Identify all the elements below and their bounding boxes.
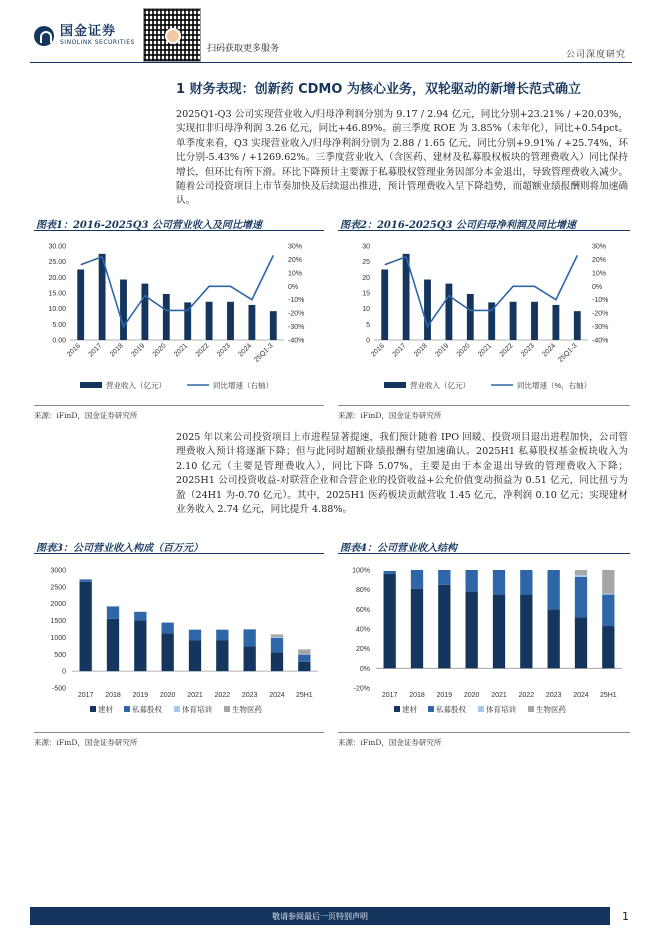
figure-2-source-rule	[338, 405, 630, 406]
bar-2024-私募股权	[271, 638, 283, 652]
bar-2023-私募股权	[548, 570, 560, 609]
y-right-tick-6: 20%	[592, 256, 607, 264]
bar-2022-私募股权	[520, 570, 532, 595]
y-left-tick-2: 10	[362, 306, 370, 314]
bar-2024-生物医药	[575, 570, 587, 575]
y-tick-0: -500	[51, 685, 66, 693]
y-tick-2: 500	[54, 651, 66, 659]
bar-25H1-体育培训	[602, 594, 614, 595]
y-right-tick-3: -10%	[592, 297, 609, 305]
x-tick-2018: 2018	[409, 692, 425, 699]
bar-2016	[381, 270, 388, 341]
x-tick-2022: 2022	[518, 692, 535, 699]
figure-1-rule	[34, 230, 324, 231]
bar-2024-私募股权	[575, 577, 587, 617]
growth-line	[385, 255, 578, 326]
footer-bar	[30, 907, 610, 925]
x-tick-25Q1-3: 25Q1-3	[557, 342, 579, 364]
bar-2019-私募股权	[134, 612, 146, 621]
figure-4-title: 图表4：公司营业收入结构	[340, 543, 457, 554]
figure-2-title: 图表2：2016-2025Q3 公司归母净利润及同比增速	[340, 220, 576, 231]
figure-4-source: 来源：iFinD，国金证券研究所	[338, 738, 442, 747]
chart-1-svg	[32, 236, 326, 396]
y-tick-4: 1500	[50, 618, 66, 626]
x-tick-2016: 2016	[66, 342, 83, 359]
x-tick-2023: 2023	[545, 692, 562, 699]
logo-name-cn: 国金证券	[60, 24, 117, 39]
report-type: 公司深度研究	[565, 50, 626, 60]
legend-bar-swatch	[384, 382, 406, 388]
y-left-tick-6: 30	[362, 243, 370, 251]
x-tick-2023: 2023	[519, 342, 536, 359]
legend-label-3: 生物医药	[232, 705, 262, 714]
bar-2020	[467, 294, 474, 340]
bar-2024-体育培训	[575, 575, 587, 577]
bar-2019-建材	[438, 585, 450, 669]
bar-2024-建材	[575, 617, 587, 668]
x-tick-2017: 2017	[87, 342, 104, 359]
logo-icon	[34, 26, 54, 46]
figure-2-source: 来源：iFinD，国金证券研究所	[338, 411, 442, 420]
y-tick-4: 60%	[355, 606, 370, 614]
bar-2022	[510, 302, 517, 340]
y-tick-1: 0%	[359, 665, 370, 673]
bar-2020	[163, 294, 170, 340]
legend-label-0: 建材	[402, 705, 417, 714]
x-tick-2021: 2021	[187, 692, 203, 699]
x-tick-2020: 2020	[455, 342, 472, 359]
x-tick-2023: 2023	[241, 692, 258, 699]
figure-2-chart	[336, 236, 630, 396]
bar-2018	[424, 280, 431, 340]
x-tick-2020: 2020	[151, 342, 168, 359]
bar-2020-建材	[162, 633, 174, 671]
y-tick-7: 3000	[50, 567, 66, 575]
figure-3-rule	[34, 553, 324, 554]
x-tick-2023: 2023	[215, 342, 232, 359]
y-left-tick-4: 20	[362, 274, 370, 282]
bar-2024-生物医药	[271, 634, 283, 637]
figure-1-chart	[32, 236, 326, 396]
bar-2017-私募股权	[80, 579, 92, 581]
bar-2020-私募股权	[162, 623, 174, 634]
bar-2017-私募股权	[384, 571, 396, 574]
y-right-tick-7: 30%	[288, 243, 303, 251]
legend-label-1: 私募股权	[436, 705, 466, 714]
figure-3-source: 来源：iFinD，国金证券研究所	[34, 738, 138, 747]
bar-25H1-生物医药	[298, 649, 310, 654]
bar-2021-私募股权	[189, 630, 201, 640]
y-right-tick-4: 0%	[288, 283, 299, 291]
bar-2023	[531, 302, 538, 340]
y-left-tick-4: 20.00	[48, 274, 66, 282]
y-right-tick-5: 10%	[288, 270, 303, 278]
x-tick-2018: 2018	[412, 342, 429, 359]
x-tick-2018: 2018	[105, 692, 121, 699]
x-tick-25Q1-3: 25Q1-3	[253, 342, 275, 364]
y-left-tick-1: 5.00	[52, 321, 66, 329]
y-tick-1: 0	[62, 668, 66, 676]
company-logo	[34, 24, 135, 47]
figure-1-source: 来源：iFinD，国金证券研究所	[34, 411, 138, 420]
bar-2021-建材	[493, 595, 505, 669]
y-right-tick-7: 30%	[592, 243, 607, 251]
y-left-tick-2: 10.00	[48, 306, 66, 314]
bar-2018-建材	[107, 619, 119, 671]
legend-bar-label: 营业收入（亿元）	[106, 381, 166, 390]
y-tick-3: 1000	[50, 634, 66, 642]
bar-2024-体育培训	[271, 637, 283, 638]
section-title: 1 财务表现：创新药 CDMO 为核心业务，双轮驱动的新增长范式确立	[176, 82, 581, 97]
paragraph-2: 2025 年以来公司投资项目上市进程显著提速，我们预计随着 IPO 回暖、投资项目退出进程加快，公司管理费收入预计将逐渐下降；但与此同时超额业绩报酬有望加速确认。2025H1 私募股权基金板块收入为 2.10 亿元（主要是管理费收入），同比下降 5.07%，主要是由于本金退出导致的管理费收入下降；2025H1 公司投资收益-对联营企业和合营企业的投资收益+公允价值变动损益为 0.51 亿元，同比扭亏为盈（24H1 为-0.70 亿元）。其中，2025H1 医药板块贡献营收 1.45 亿元，净利润 0.10 亿元；实现建材业务收入 2.74 亿元，同比提升 4.88%。	[176, 432, 628, 516]
x-tick-2019: 2019	[434, 342, 451, 359]
figure-3-chart	[32, 560, 326, 720]
x-tick-2022: 2022	[498, 342, 515, 359]
bar-2023	[227, 302, 234, 340]
legend-label-2: 体育培训	[182, 705, 212, 714]
y-right-tick-1: -30%	[592, 324, 609, 332]
bar-25H1-生物医药	[602, 570, 614, 594]
bar-25Q1-3	[574, 311, 581, 340]
bar-2019-建材	[134, 621, 146, 672]
y-left-tick-1: 5	[366, 321, 370, 329]
figure-2-rule	[338, 230, 630, 231]
bar-2024	[248, 305, 255, 340]
legend-swatch-1	[124, 706, 130, 712]
y-left-tick-0: 0	[366, 337, 370, 345]
legend-swatch-1	[428, 706, 434, 712]
bar-2024	[552, 305, 559, 340]
y-right-tick-1: -30%	[288, 324, 305, 332]
bar-2017-建材	[384, 574, 396, 668]
header-divider	[30, 62, 632, 63]
chart-2-svg	[336, 236, 630, 396]
y-tick-5: 80%	[355, 587, 370, 595]
bar-2016	[77, 270, 84, 341]
figure-1-title: 图表1：2016-2025Q3 公司营业收入及同比增速	[36, 220, 262, 231]
qr-caption: 扫码获取更多服务	[207, 44, 280, 54]
x-tick-2017: 2017	[381, 692, 398, 699]
x-tick-2024: 2024	[573, 692, 589, 699]
bar-2019	[445, 284, 452, 340]
bar-2021-私募股权	[493, 570, 505, 595]
bar-2019	[141, 284, 148, 340]
bar-2022-建材	[520, 595, 532, 669]
x-tick-2017: 2017	[391, 342, 408, 359]
y-left-tick-5: 25.00	[48, 259, 66, 267]
x-tick-2020: 2020	[463, 692, 480, 699]
figure-4-source-rule	[338, 732, 630, 733]
y-left-tick-3: 15.00	[48, 290, 66, 298]
legend-line-label: 同比增速（%，右轴）	[517, 381, 592, 390]
chart-3-svg	[32, 560, 326, 720]
bar-2023-私募股权	[244, 629, 256, 646]
x-tick-2021: 2021	[477, 342, 494, 359]
x-tick-2022: 2022	[194, 342, 211, 359]
y-tick-2: 20%	[355, 646, 370, 654]
y-left-tick-0: 0.00	[52, 337, 66, 345]
y-tick-5: 2000	[50, 601, 66, 609]
figure-3-title: 图表3：公司营业收入构成（百万元）	[36, 543, 203, 554]
y-right-tick-6: 20%	[288, 256, 303, 264]
x-tick-2021: 2021	[173, 342, 190, 359]
page-number: 1	[622, 910, 629, 923]
y-tick-3: 40%	[355, 626, 370, 634]
bar-2019-私募股权	[438, 570, 450, 585]
paragraph-1: 2025Q1-Q3 公司实现营业收入/归母净利润分别为 9.17 / 2.94 亿元，同比分别+23.21% / +20.03%，实现扣非归母净利润 3.26 亿元，同比+46.89%。前三季度 ROE 为 3.85%（未年化），同比+0.54pct。单季度来看，Q3 实现营业收入/归母净利润分别为 2.88 / 1.65 亿元，同比分别+9.91% / +25.74%，环比分别-5.43% / +1269.62%。三季度营业收入（含医药、建材及私募股权板块的管理费收入）同比保持增长，但环比有所下滑。环比下降预计主要源于私募股权管理业务因部分本金退出，导致管理费收入减少。随着公司投资项目上市节奏加快及后续退出推进，预计管理费收入呈下降趋势，而超额业绩报酬则将加速确认。	[176, 109, 628, 207]
y-right-tick-4: 0%	[592, 283, 603, 291]
x-tick-25H1: 25H1	[295, 692, 313, 699]
y-right-tick-0: -40%	[288, 337, 305, 345]
bar-2021-建材	[189, 640, 201, 671]
legend-label-2: 体育培训	[486, 705, 516, 714]
bar-2020-建材	[466, 592, 478, 669]
bar-2018-建材	[411, 589, 423, 669]
bar-2024-建材	[271, 652, 283, 671]
bar-25H1-私募股权	[602, 595, 614, 626]
y-right-tick-0: -40%	[592, 337, 609, 345]
x-tick-2019: 2019	[132, 692, 149, 699]
y-right-tick-2: -20%	[592, 310, 609, 318]
bar-2017-建材	[80, 582, 92, 671]
x-tick-2020: 2020	[159, 692, 176, 699]
legend-swatch-3	[224, 706, 230, 712]
x-tick-2022: 2022	[214, 692, 231, 699]
x-tick-2019: 2019	[436, 692, 453, 699]
legend-label-3: 生物医药	[536, 705, 566, 714]
legend-swatch-0	[90, 706, 96, 712]
figure-1-source-rule	[34, 405, 324, 406]
x-tick-2024: 2024	[237, 342, 254, 359]
x-tick-2018: 2018	[108, 342, 125, 359]
bar-2023-建材	[548, 609, 560, 668]
legend-swatch-0	[394, 706, 400, 712]
y-right-tick-2: -20%	[288, 310, 305, 318]
legend-bar-swatch	[80, 382, 102, 388]
bar-2018-私募股权	[107, 606, 119, 618]
figure-3-source-rule	[34, 732, 324, 733]
y-left-tick-6: 30.00	[48, 243, 66, 251]
x-tick-2016: 2016	[370, 342, 387, 359]
footer-disclaimer[interactable]: 敬请参阅最后一页特别声明	[272, 912, 368, 921]
bar-25Q1-3	[270, 311, 277, 340]
legend-swatch-3	[528, 706, 534, 712]
legend-line-label: 同比增速（右轴）	[213, 381, 273, 390]
chart-4-svg	[336, 560, 630, 720]
y-tick-0: -20%	[353, 685, 370, 693]
bar-2020-私募股权	[466, 570, 478, 592]
bar-2022-私募股权	[216, 630, 228, 640]
x-tick-2024: 2024	[541, 342, 558, 359]
legend-label-0: 建材	[98, 705, 113, 714]
y-tick-6: 100%	[352, 567, 370, 575]
x-tick-2019: 2019	[130, 342, 147, 359]
x-tick-2017: 2017	[77, 692, 94, 699]
logo-name-en: SINOLINK SECURITIES	[60, 39, 135, 46]
figure-4-rule	[338, 553, 630, 554]
x-tick-2024: 2024	[269, 692, 285, 699]
bar-25H1-建材	[298, 662, 310, 671]
y-left-tick-3: 15	[362, 290, 370, 298]
legend-bar-label: 营业收入（亿元）	[410, 381, 470, 390]
bar-2018	[120, 280, 127, 340]
y-right-tick-3: -10%	[288, 297, 305, 305]
bar-25H1-建材	[602, 626, 614, 668]
bar-2022	[206, 302, 213, 340]
x-tick-2021: 2021	[491, 692, 507, 699]
figure-4-chart	[336, 560, 630, 720]
y-tick-6: 2500	[50, 584, 66, 592]
growth-line	[81, 255, 274, 326]
legend-label-1: 私募股权	[132, 705, 162, 714]
qr-code-icon[interactable]	[143, 8, 201, 62]
x-tick-25H1: 25H1	[599, 692, 617, 699]
bar-2022-建材	[216, 640, 228, 671]
y-left-tick-5: 25	[362, 259, 370, 267]
y-right-tick-5: 10%	[592, 270, 607, 278]
bar-2018-私募股权	[411, 570, 423, 589]
bar-2023-建材	[244, 646, 256, 671]
legend-swatch-2	[174, 706, 180, 712]
legend-swatch-2	[478, 706, 484, 712]
bar-25H1-私募股权	[298, 655, 310, 662]
